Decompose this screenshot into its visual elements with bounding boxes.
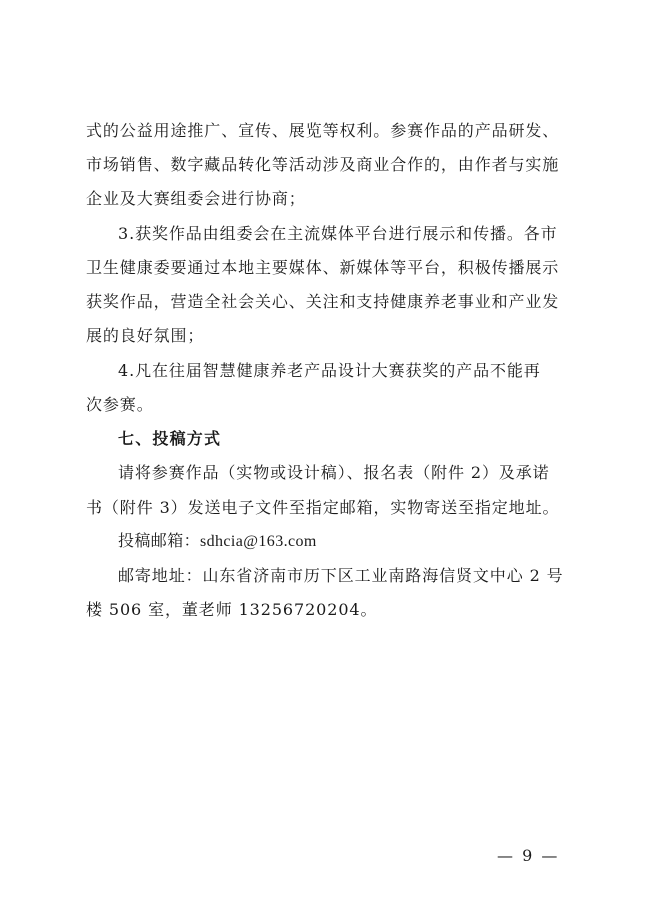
submission-email: 投稿邮箱：sdhcia@163.com: [118, 533, 317, 550]
paragraph-line: 卫生健康委要通过本地主要媒体、新媒体等平台，积极传播展示: [86, 258, 560, 277]
mailing-address: 邮寄地址：山东省济南市历下区工业南路海信贤文中心 2 号: [118, 566, 564, 585]
paragraph-line: 展的良好氛围；: [86, 326, 205, 345]
paragraph-line: 企业及大赛组委会进行协商；: [86, 189, 306, 208]
paragraph-line: 次参赛。: [86, 395, 154, 414]
paragraph-line: 式的公益用途推广、宣传、展览等权利。参赛作品的产品研发、: [86, 121, 560, 140]
paragraph-line: 获奖作品，营造全社会关心、关注和支持健康养老事业和产业发: [86, 292, 560, 311]
paragraph-line: 书（附件 3）发送电子文件至指定邮箱，实物寄送至指定地址。: [86, 498, 560, 517]
paragraph-line: 市场销售、数字藏品转化等活动涉及商业合作的，由作者与实施: [86, 155, 560, 174]
mailing-address-contact: 楼 506 室，董老师 13256720204。: [86, 600, 378, 619]
section-heading-submission: 七、投稿方式: [118, 429, 222, 448]
list-item-4: 4.凡在往届智慧健康养老产品设计大赛获奖的产品不能再: [118, 361, 541, 380]
page-number: — 9 —: [497, 846, 560, 865]
paragraph-line: 请将参赛作品（实物或设计稿）、报名表（附件 2）及承诺: [118, 463, 550, 482]
list-item-3: 3.获奖作品由组委会在主流媒体平台进行展示和传播。各市: [118, 224, 558, 243]
